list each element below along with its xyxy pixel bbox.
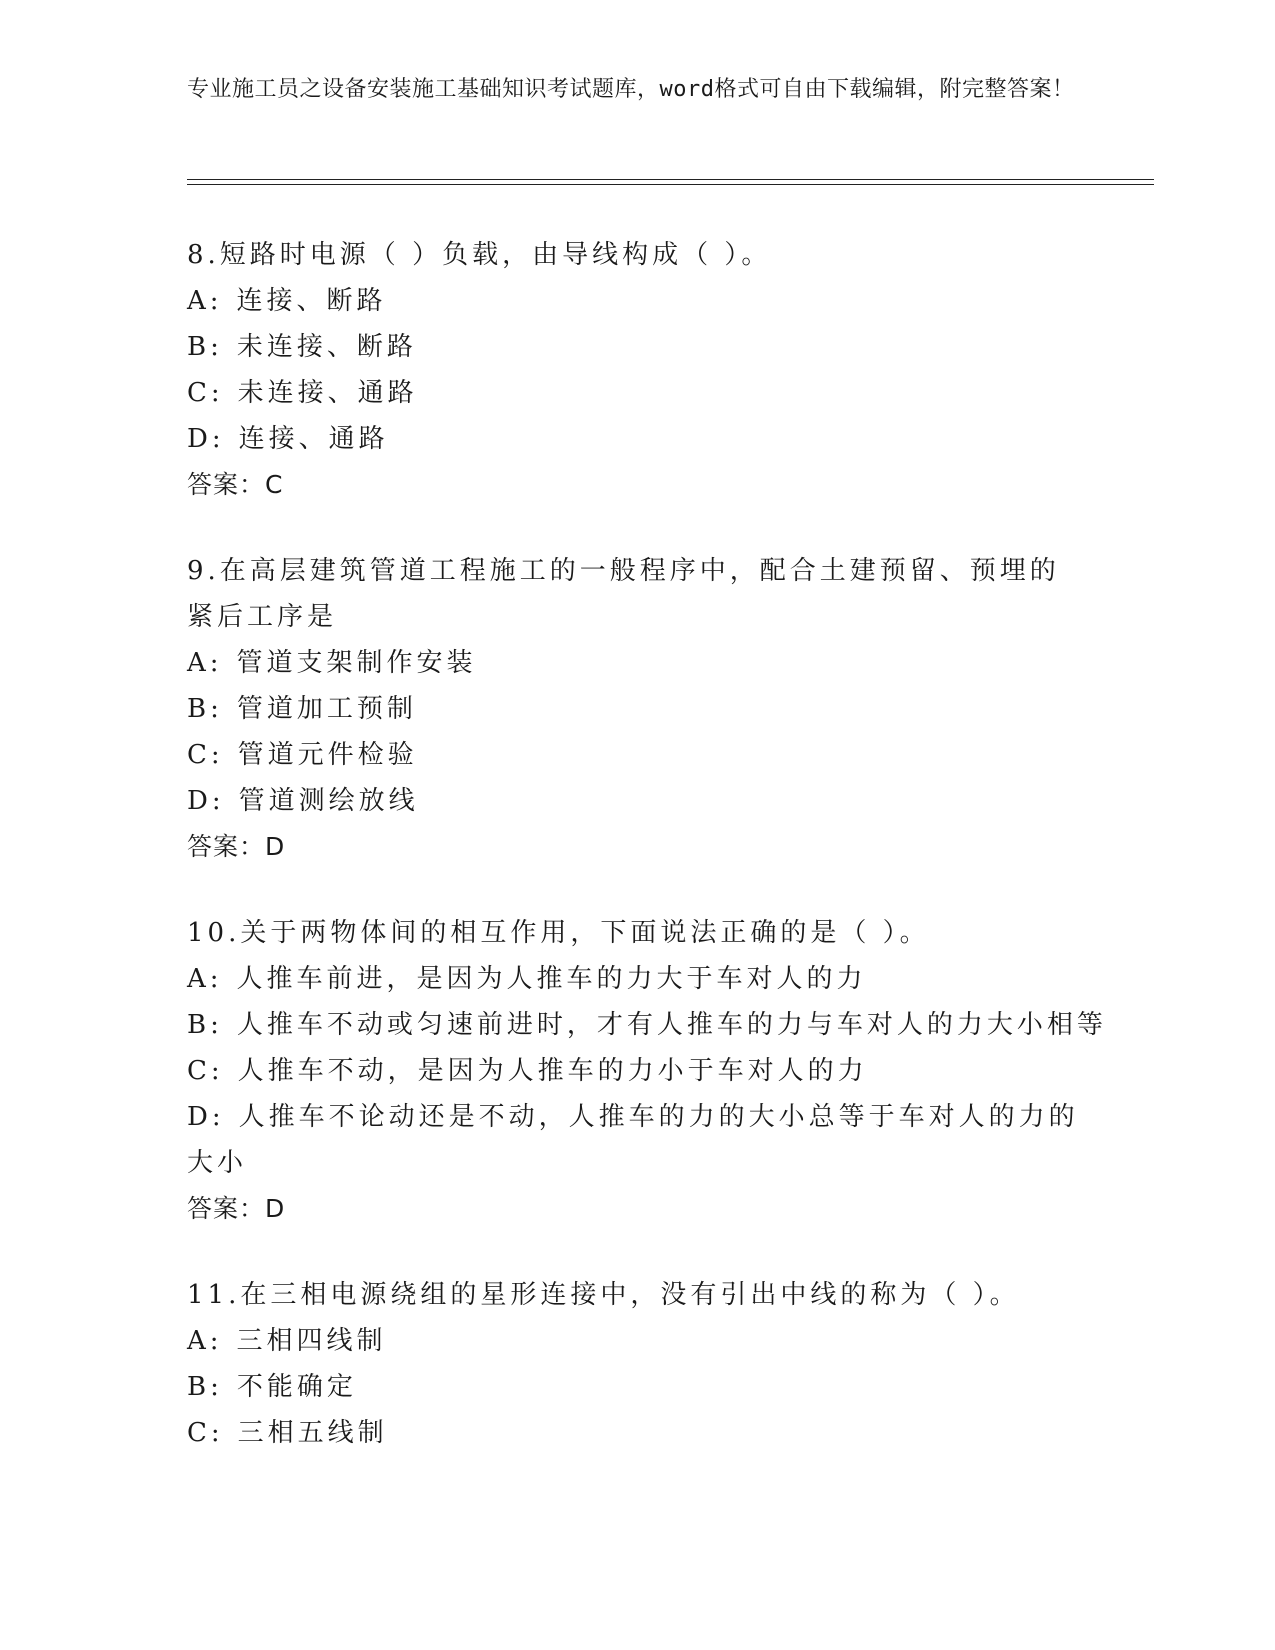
question-stem: 11.在三相电源绕组的星形连接中，没有引出中线的称为（ ）。 [187,1280,1020,1310]
question-8 [187,232,1087,508]
option-key: D: [187,786,225,816]
option-b [187,1002,1107,1048]
option-text: 人推车不动或匀速前进时，才有人推车的力与车对人的力大小相等 [236,1010,1107,1040]
option-d [187,416,1087,462]
header-rule-top [187,179,1154,180]
option-d [187,778,1087,824]
document-header: 专业施工员之设备安装施工基础知识考试题库，word格式可自由下载编辑，附完整答案！ [187,77,1075,102]
option-text: 三相五线制 [237,1418,388,1448]
option-c [187,1410,1087,1456]
option-text: 不能确定 [236,1372,357,1402]
question-11 [187,1272,1087,1456]
option-text: 连接、通路 [238,424,389,454]
option-key: C: [187,740,224,770]
option-b [187,1364,1087,1410]
option-text: 连接、断路 [236,286,387,316]
option-key: D: [187,424,225,454]
option-key: B: [187,1010,223,1040]
answer-line: 答案：C [187,470,284,499]
option-key: C: [187,378,224,408]
option-text: 管道元件检验 [237,740,418,770]
option-text: 管道支架制作安装 [236,648,477,678]
question-stem: 9.在高层建筑管道工程施工的一般程序中，配合土建预留、预埋的紧后工序是 [187,556,1060,632]
option-d [187,1094,1087,1186]
question-10 [187,910,1107,1232]
option-b [187,324,1087,370]
option-a [187,640,1087,686]
option-text: 未连接、通路 [237,378,418,408]
option-key: D: [187,1102,225,1132]
option-text: 人推车不动，是因为人推车的力小于车对人的力 [237,1056,868,1086]
option-key: A: [187,286,223,316]
option-text: 人推车不论动还是不动，人推车的力的大小总等于车对人的力的大小 [187,1102,1079,1178]
option-text: 管道测绘放线 [238,786,419,816]
option-key: B: [187,694,223,724]
option-c [187,1048,1087,1094]
option-key: B: [187,332,223,362]
option-c [187,732,1087,778]
answer-line: 答案：D [187,832,286,861]
option-a [187,1318,1087,1364]
answer-line: 答案：D [187,1194,286,1223]
option-text: 管道加工预制 [236,694,417,724]
question-list [187,232,1107,1496]
option-a [187,278,1087,324]
option-key: C: [187,1056,224,1086]
question-9 [187,548,1087,870]
option-key: A: [187,648,223,678]
option-key: B: [187,1372,223,1402]
option-c [187,370,1087,416]
header-rule-bottom [187,184,1154,185]
question-stem: 8.短路时电源（ ）负载，由导线构成（ ）。 [187,240,772,270]
option-text: 三相四线制 [236,1326,387,1356]
question-stem: 10.关于两物体间的相互作用，下面说法正确的是（ ）。 [187,918,930,948]
option-text: 未连接、断路 [236,332,417,362]
option-key: C: [187,1418,224,1448]
option-b [187,686,1087,732]
option-a [187,956,1087,1002]
option-key: A: [187,1326,223,1356]
option-key: A: [187,964,223,994]
option-text: 人推车前进，是因为人推车的力大于车对人的力 [236,964,867,994]
